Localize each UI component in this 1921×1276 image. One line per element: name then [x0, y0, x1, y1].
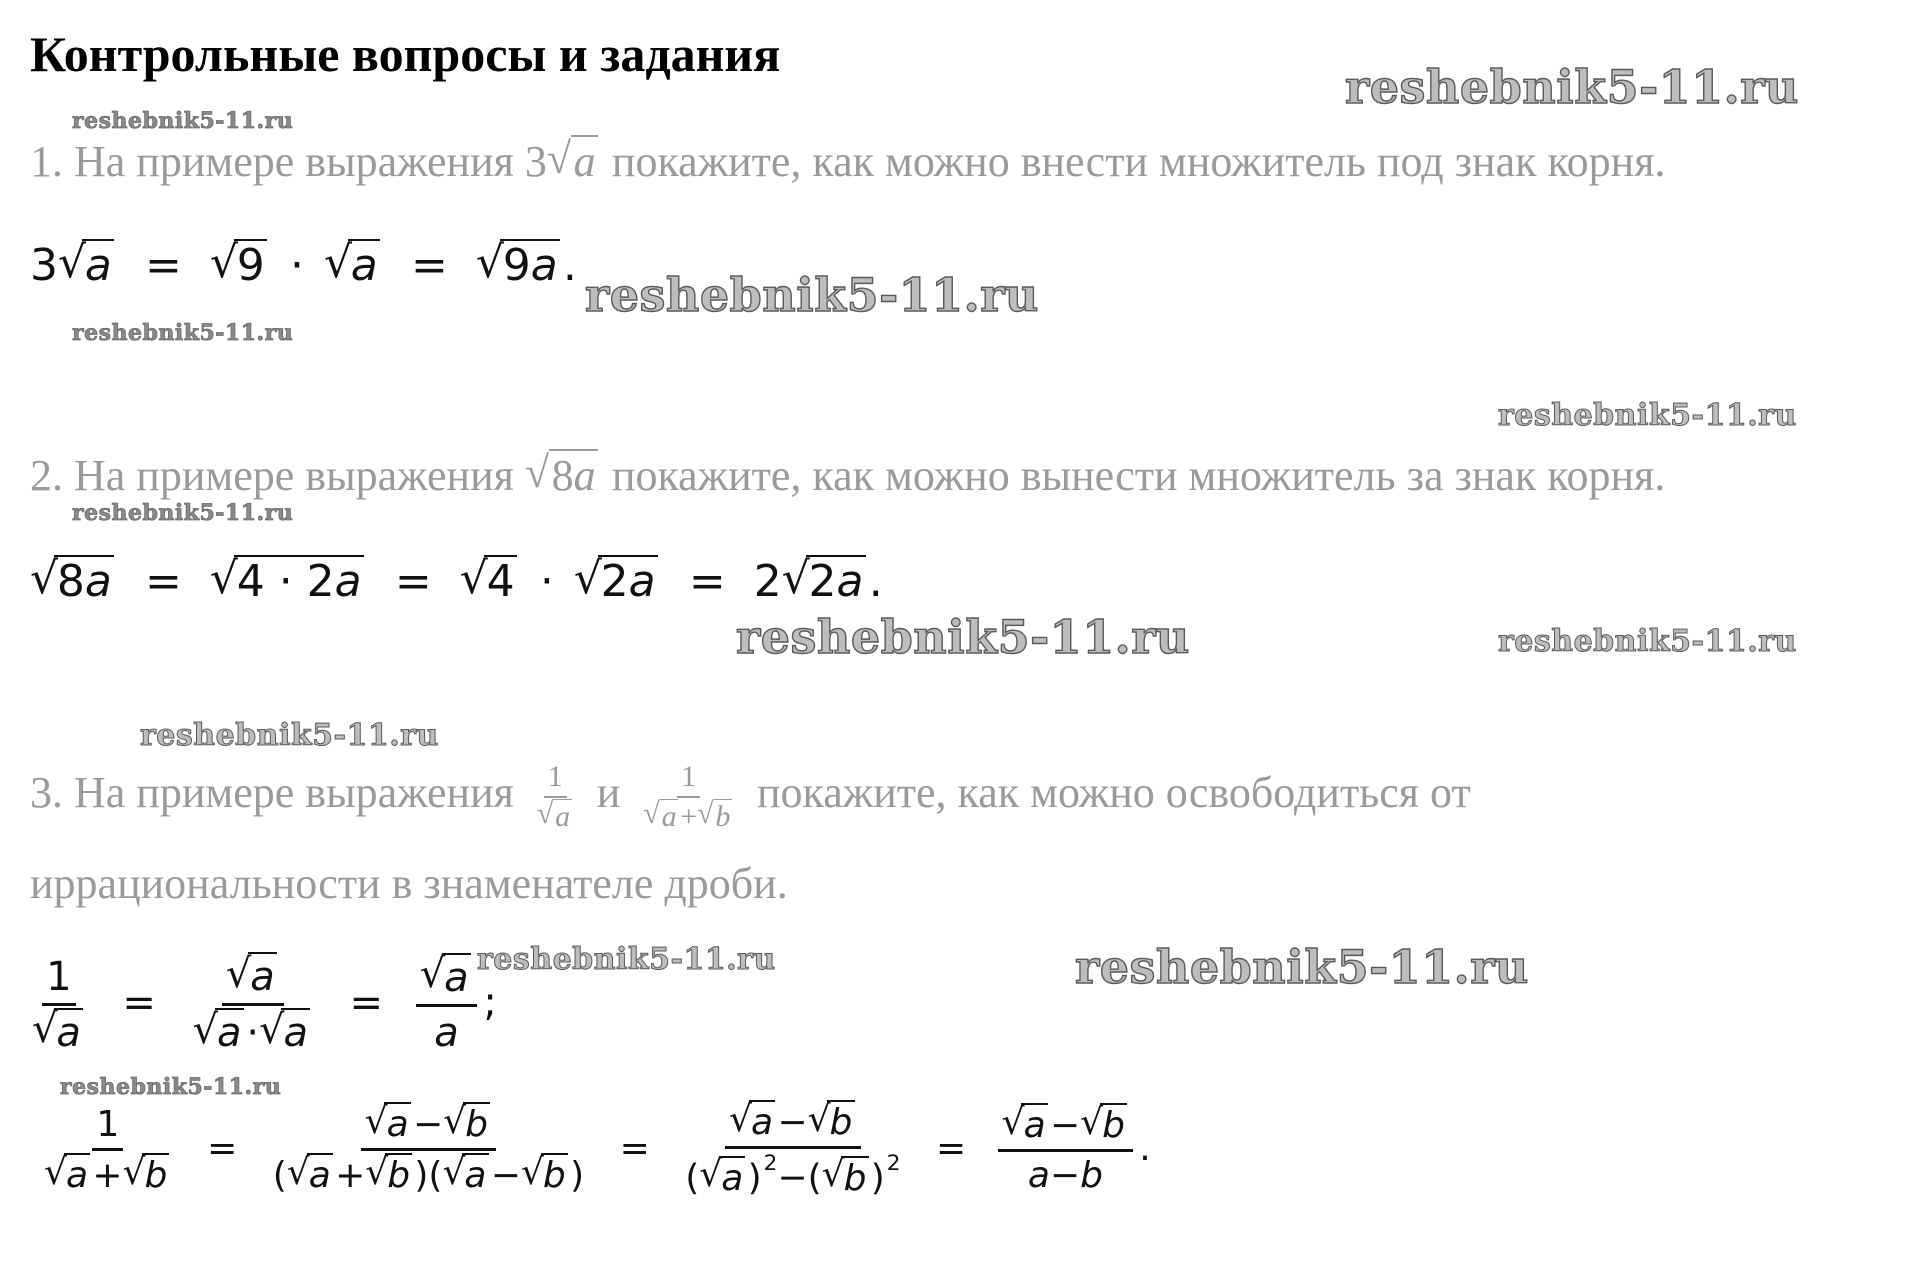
watermark: reshebnik5-11.ru	[585, 268, 1039, 322]
watermark: reshebnik5-11.ru	[72, 108, 294, 134]
question-1	[30, 134, 1665, 190]
question-3-text: 3. На примере выражения	[30, 768, 525, 818]
watermark: reshebnik5-11.ru	[72, 500, 294, 526]
watermark: reshebnik5-11.ru	[140, 718, 439, 753]
equation-1: 3√ a = √ 9 · √ a = √ 9a .	[30, 236, 577, 296]
question-1-text: 1. На примере выражения 3	[30, 137, 547, 186]
question-3-text-end: покажите, как можно освободиться от	[746, 768, 1471, 818]
watermark: reshebnik5-11.ru	[1345, 60, 1799, 114]
watermark: reshebnik5-11.ru	[1498, 398, 1797, 433]
watermark: reshebnik5-11.ru	[1075, 940, 1529, 994]
watermark: reshebnik5-11.ru	[736, 610, 1190, 664]
page-title: Контрольные вопросы и задания	[30, 26, 781, 82]
fraction-1-over-sqrt-a: 1 √ a	[533, 760, 578, 834]
question-2-text-end: покажите, как можно вынести множитель за знак корня.	[600, 451, 1666, 500]
watermark: reshebnik5-11.ru	[72, 320, 294, 346]
watermark: reshebnik5-11.ru	[1498, 624, 1797, 659]
watermark: reshebnik5-11.ru	[477, 942, 776, 977]
question-3: 3. На примере выражения 1 √ a и 1 √ a +√ b покажите, как можно освободиться от	[30, 760, 1471, 834]
question-2-text: 2. На примере выражения	[30, 451, 525, 500]
equation-3: 1 √ a = √ a √ a ·√ a = √ $\frac{a}{a}$ ;	[22, 952, 497, 1057]
question-3-line-2: иррациональности в знаменателе дроби.	[30, 859, 788, 908]
question-2	[30, 448, 1665, 504]
watermark: reshebnik5-11.ru	[60, 1074, 282, 1100]
equation-2: √ 8a = √ 4 · 2a = √ 4 · √ 2a = 2√ 2a .	[30, 552, 883, 612]
question-1-text-end: покажите, как можно внести множитель под знак корня.	[600, 137, 1666, 186]
sqrt-a: √ a	[547, 134, 598, 190]
sqrt-8a: √ 8a	[525, 448, 598, 504]
fraction-1-over-sum: 1 √ a +√ b	[639, 760, 738, 834]
equation-4: 1 √ a +√ b = √ $\frac{a -√ b}{(√ a +√ b )(√ a -√ b )}$ = √ $\frac{a -√ b}{(√ a )^2-(√ b )^2}$ = √ $\frac{a -√ b}{a-b}$ .	[34, 1100, 1151, 1200]
